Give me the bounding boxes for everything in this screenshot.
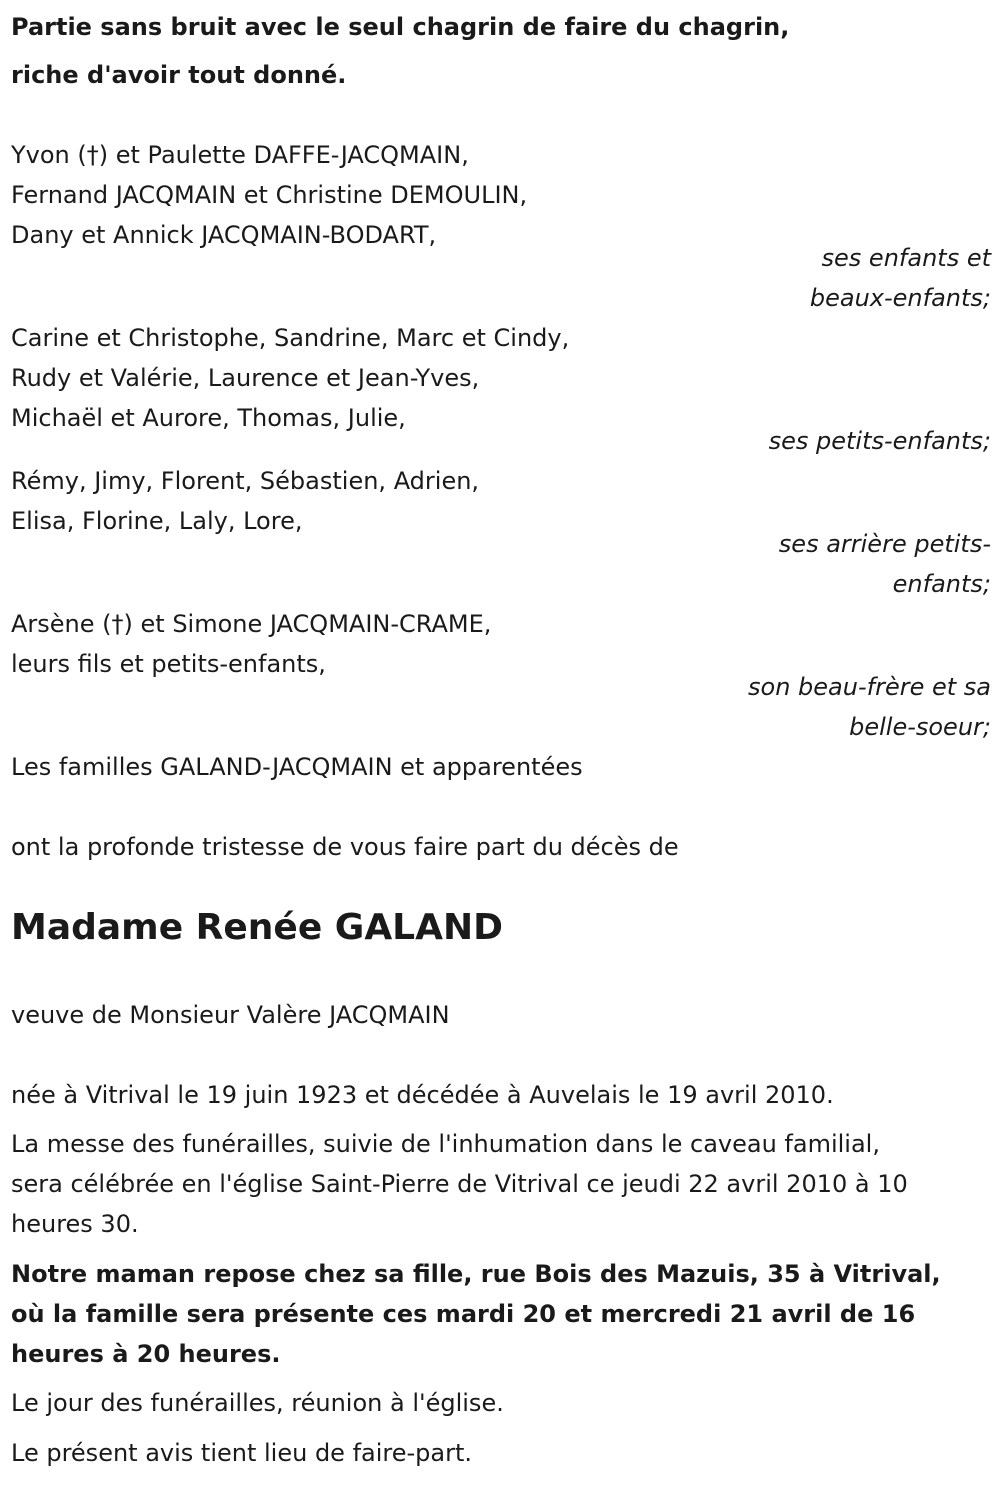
children-role-2: beaux-enfants;	[809, 284, 991, 312]
notice-line: Le présent avis tient lieu de faire-part.	[11, 1439, 473, 1467]
mass-line-3: heures 30.	[11, 1210, 139, 1238]
announcement-line: ont la profonde tristesse de vous faire part du décès de	[11, 833, 679, 861]
deceased-name: Madame Renée GALAND	[11, 907, 503, 948]
in-law-line-2: leurs fils et petits-enfants,	[11, 650, 326, 678]
grandchild-line-3: Michaël et Aurore, Thomas, Julie,	[11, 404, 406, 432]
rest-line-1: Notre maman repose chez sa fille, rue Bois des Mazuis, 35 à Vitrival,	[11, 1260, 941, 1288]
children-role-1: ses enfants et	[821, 244, 991, 272]
families-line: Les familles GALAND-JACQMAIN et apparentées	[11, 753, 583, 781]
widow-of-line: veuve de Monsieur Valère JACQMAIN	[11, 1001, 450, 1029]
in-law-line-1: Arsène (†) et Simone JACQMAIN-CRAME,	[11, 610, 492, 638]
child-line-2: Fernand JACQMAIN et Christine DEMOULIN,	[11, 181, 528, 209]
great-grandchild-line-2: Elisa, Florine, Laly, Lore,	[11, 507, 303, 535]
mass-line-1: La messe des funérailles, suivie de l'inhumation dans le caveau familial,	[11, 1130, 880, 1158]
intro-line-1: Partie sans bruit avec le seul chagrin de faire du chagrin,	[11, 13, 790, 41]
mass-line-2: sera célébrée en l'église Saint-Pierre de Vitrival ce jeudi 22 avril 2010 à 10	[11, 1170, 908, 1198]
meeting-line: Le jour des funérailles, réunion à l'église.	[11, 1389, 504, 1417]
birth-death-line: née à Vitrival le 19 juin 1923 et décédée à Auvelais le 19 avril 2010.	[11, 1081, 834, 1109]
in-laws-role-2: belle-soeur;	[849, 713, 991, 741]
child-line-1: Yvon (†) et Paulette DAFFE-JACQMAIN,	[11, 141, 469, 169]
great-grandchildren-role-1: ses arrière petits-	[778, 530, 991, 558]
intro-line-2: riche d'avoir tout donné.	[11, 61, 347, 89]
grandchildren-role: ses petits-enfants;	[768, 427, 991, 455]
in-laws-role-1: son beau-frère et sa	[748, 673, 991, 701]
grandchild-line-1: Carine et Christophe, Sandrine, Marc et Cindy,	[11, 324, 570, 352]
great-grandchildren-role-2: enfants;	[892, 570, 991, 598]
child-line-3: Dany et Annick JACQMAIN-BODART,	[11, 221, 437, 249]
great-grandchild-line-1: Rémy, Jimy, Florent, Sébastien, Adrien,	[11, 467, 480, 495]
rest-line-2: où la famille sera présente ces mardi 20 et mercredi 21 avril de 16	[11, 1300, 916, 1328]
grandchild-line-2: Rudy et Valérie, Laurence et Jean-Yves,	[11, 364, 480, 392]
rest-line-3: heures à 20 heures.	[11, 1340, 281, 1368]
